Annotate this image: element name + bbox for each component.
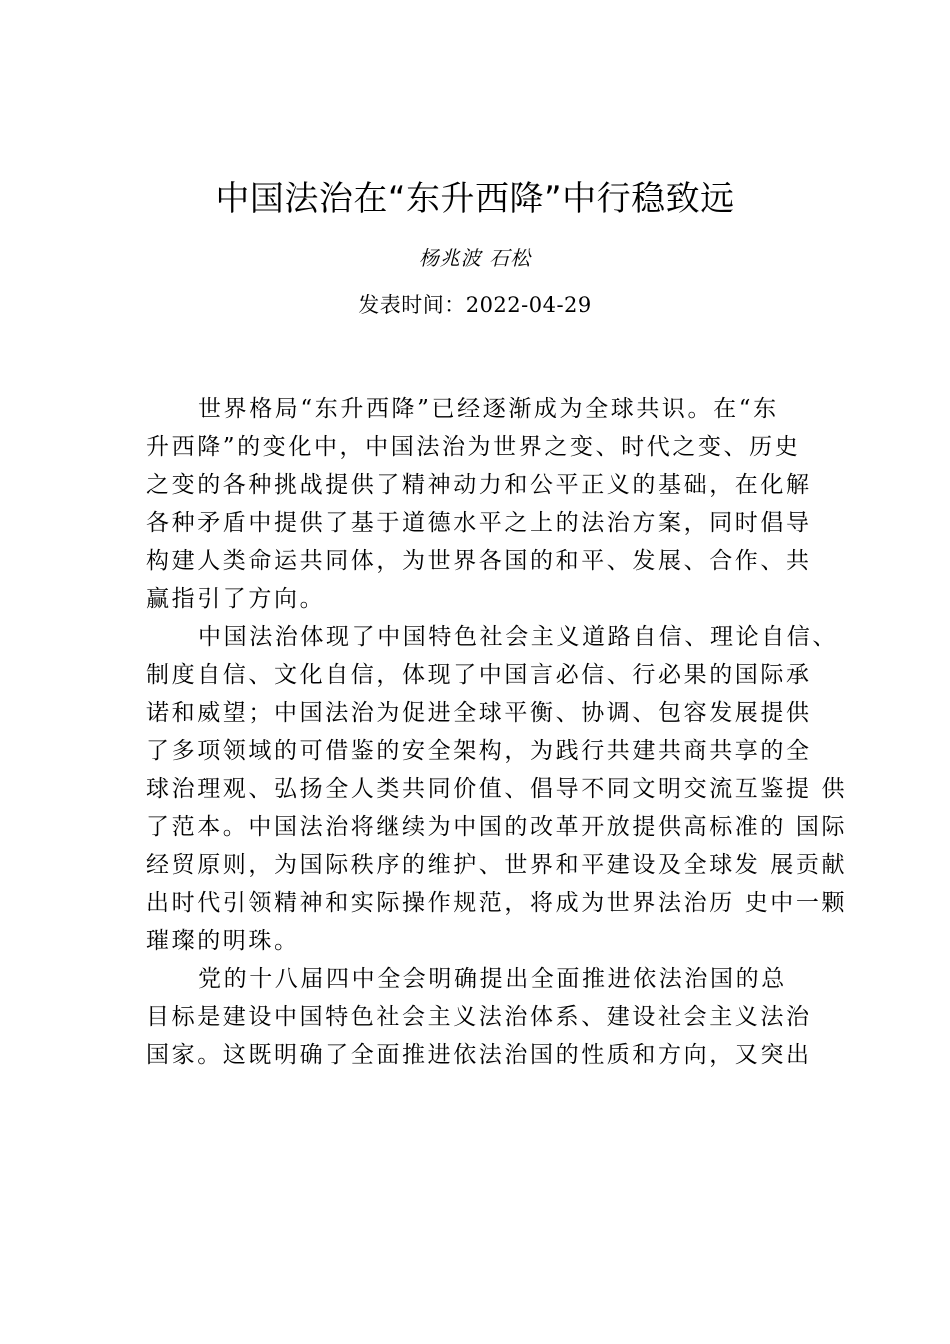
body-line: 球治理观、弘扬全人类共同价值、倡导不同文明交流互鉴提 供 (146, 776, 848, 802)
body-line: 之变的各种挑战提供了精神动力和公平正义的基础，在化解 (146, 472, 812, 498)
publish-date: 发表时间：2022-04-29 (358, 293, 592, 317)
body-line: 赢指引了方向。 (146, 586, 326, 612)
article-title: 中国法治在“东升西降”中行稳致远 (215, 179, 735, 219)
body-line: 世界格局“东升西降”已经逐渐成为全球共识。在“东 (198, 396, 779, 422)
body-line: 诺和威望；中国法治为促进全球平衡、协调、包容发展提供 (146, 700, 812, 726)
body-line: 制度自信、文化自信，体现了中国言必信、行必果的国际承 (146, 662, 812, 688)
body-line: 构建人类命运共同体，为世界各国的和平、发展、合作、共 (146, 548, 812, 574)
body-line: 党的十八届四中全会明确提出全面推进依法治国的总 (198, 966, 787, 992)
body-line: 目标是建设中国特色社会主义法治体系、建设社会主义法治 (146, 1004, 812, 1030)
body-line: 经贸原则，为国际秩序的维护、世界和平建设及全球发 展贡献 (146, 852, 848, 878)
body-line: 出时代引领精神和实际操作规范，将成为世界法治历 史中一颗 (146, 890, 848, 916)
body-line: 国家。这既明确了全面推进依法治国的性质和方向，又突出 (146, 1042, 812, 1068)
body-line: 璀璨的明珠。 (146, 928, 300, 954)
article-authors: 杨兆波 石松 (418, 246, 532, 270)
article-body (146, 390, 848, 1074)
body-line: 升西降”的变化中，中国法治为世界之变、时代之变、历史 (146, 434, 801, 460)
body-line: 了范本。中国法治将继续为中国的改革开放提供高标准的 国际 (146, 814, 848, 840)
body-line: 了多项领域的可借鉴的安全架构，为践行共建共商共享的全 (146, 738, 812, 764)
body-line: 中国法治体现了中国特色社会主义道路自信、理论自信、 (198, 624, 838, 650)
body-line: 各种矛盾中提供了基于道德水平之上的法治方案，同时倡导 (146, 510, 812, 536)
